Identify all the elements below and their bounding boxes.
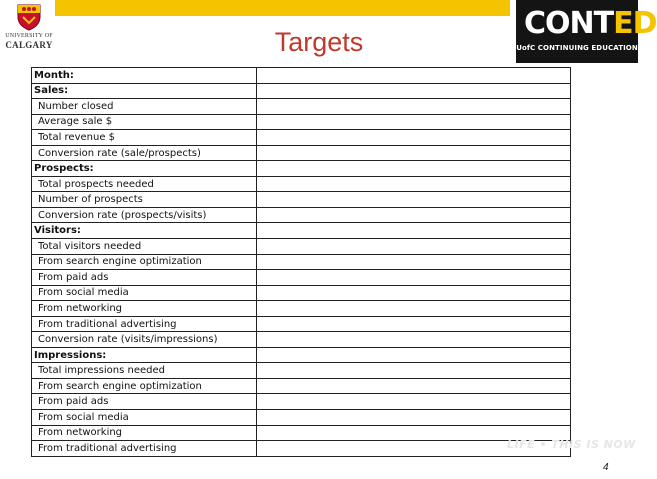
row-label: From social media <box>32 410 257 426</box>
row-label: Total prospects needed <box>32 176 257 192</box>
row-label: Average sale $ <box>32 114 257 130</box>
row-target-value <box>257 145 571 161</box>
table-row <box>32 145 571 161</box>
row-label: Conversion rate (prospects/visits) <box>32 207 257 223</box>
table-row <box>32 192 571 208</box>
table-row <box>32 239 571 255</box>
row-target-value <box>257 285 571 301</box>
row-target-value <box>257 316 571 332</box>
row-target-value <box>257 270 571 286</box>
page-title: Targets <box>274 27 364 57</box>
row-target-value <box>257 239 571 255</box>
top-accent-band <box>55 0 510 16</box>
table-row <box>32 363 571 379</box>
conted-logo <box>516 0 657 63</box>
row-label: From paid ads <box>32 270 257 286</box>
table-row <box>32 254 571 270</box>
row-target-value <box>257 254 571 270</box>
row-target-value <box>257 161 571 177</box>
row-target-value <box>257 394 571 410</box>
university-logo-line1: UNIVERSITY OF <box>5 33 53 39</box>
table-row <box>32 301 571 317</box>
table-section-row <box>32 161 571 177</box>
row-label: From traditional advertising <box>32 316 257 332</box>
row-target-value <box>257 301 571 317</box>
table-row <box>32 425 571 441</box>
page-number: 4 <box>603 462 609 473</box>
row-target-value <box>257 176 571 192</box>
table-section-row <box>32 223 571 239</box>
table-row <box>32 114 571 130</box>
table-section-row <box>32 347 571 363</box>
row-target-value <box>257 410 571 426</box>
conted-wordmark-part2: ED <box>613 6 657 41</box>
conted-subtitle: UofC CONTINUING EDUCATION <box>516 44 638 52</box>
row-target-value <box>257 130 571 146</box>
table-row <box>32 176 571 192</box>
university-logo-line2: CALGARY <box>5 40 53 50</box>
row-target-value <box>257 114 571 130</box>
conted-wordmark <box>524 6 657 41</box>
row-label: From networking <box>32 425 257 441</box>
row-label: Impressions: <box>32 347 257 363</box>
row-label: From search engine optimization <box>32 254 257 270</box>
row-target-value <box>257 83 571 99</box>
row-target-value <box>257 192 571 208</box>
row-label: Total impressions needed <box>32 363 257 379</box>
row-target-value <box>257 347 571 363</box>
row-label: Sales: <box>32 83 257 99</box>
table-section-row <box>32 68 571 84</box>
row-label: From search engine optimization <box>32 378 257 394</box>
table-row <box>32 285 571 301</box>
row-label: Total visitors needed <box>32 239 257 255</box>
table-row <box>32 378 571 394</box>
row-label: Prospects: <box>32 161 257 177</box>
targets-table <box>31 67 571 457</box>
row-label: Total revenue $ <box>32 130 257 146</box>
row-target-value <box>257 378 571 394</box>
row-label: Conversion rate (sale/prospects) <box>32 145 257 161</box>
row-target-value <box>257 363 571 379</box>
row-target-value <box>257 207 571 223</box>
row-label: Number of prospects <box>32 192 257 208</box>
row-target-value <box>257 223 571 239</box>
row-label: From paid ads <box>32 394 257 410</box>
table-row <box>32 332 571 348</box>
row-target-value <box>257 332 571 348</box>
row-label: From social media <box>32 285 257 301</box>
table-row <box>32 99 571 115</box>
table-row <box>32 394 571 410</box>
table-row <box>32 410 571 426</box>
watermark-text: LIFE • THIS IS NOW <box>507 438 636 451</box>
table-section-row <box>32 83 571 99</box>
table-row <box>32 316 571 332</box>
row-label: Number closed <box>32 99 257 115</box>
row-label: Visitors: <box>32 223 257 239</box>
row-label: Conversion rate (visits/impressions) <box>32 332 257 348</box>
row-label: From traditional advertising <box>32 441 257 457</box>
row-target-value <box>257 68 571 84</box>
table-row <box>32 270 571 286</box>
table-row <box>32 130 571 146</box>
conted-wordmark-part1: CONT <box>524 6 614 41</box>
targets-table-body <box>32 68 571 457</box>
table-row <box>32 441 571 457</box>
row-label: From networking <box>32 301 257 317</box>
row-label: Month: <box>32 68 257 84</box>
table-row <box>32 207 571 223</box>
row-target-value <box>257 99 571 115</box>
